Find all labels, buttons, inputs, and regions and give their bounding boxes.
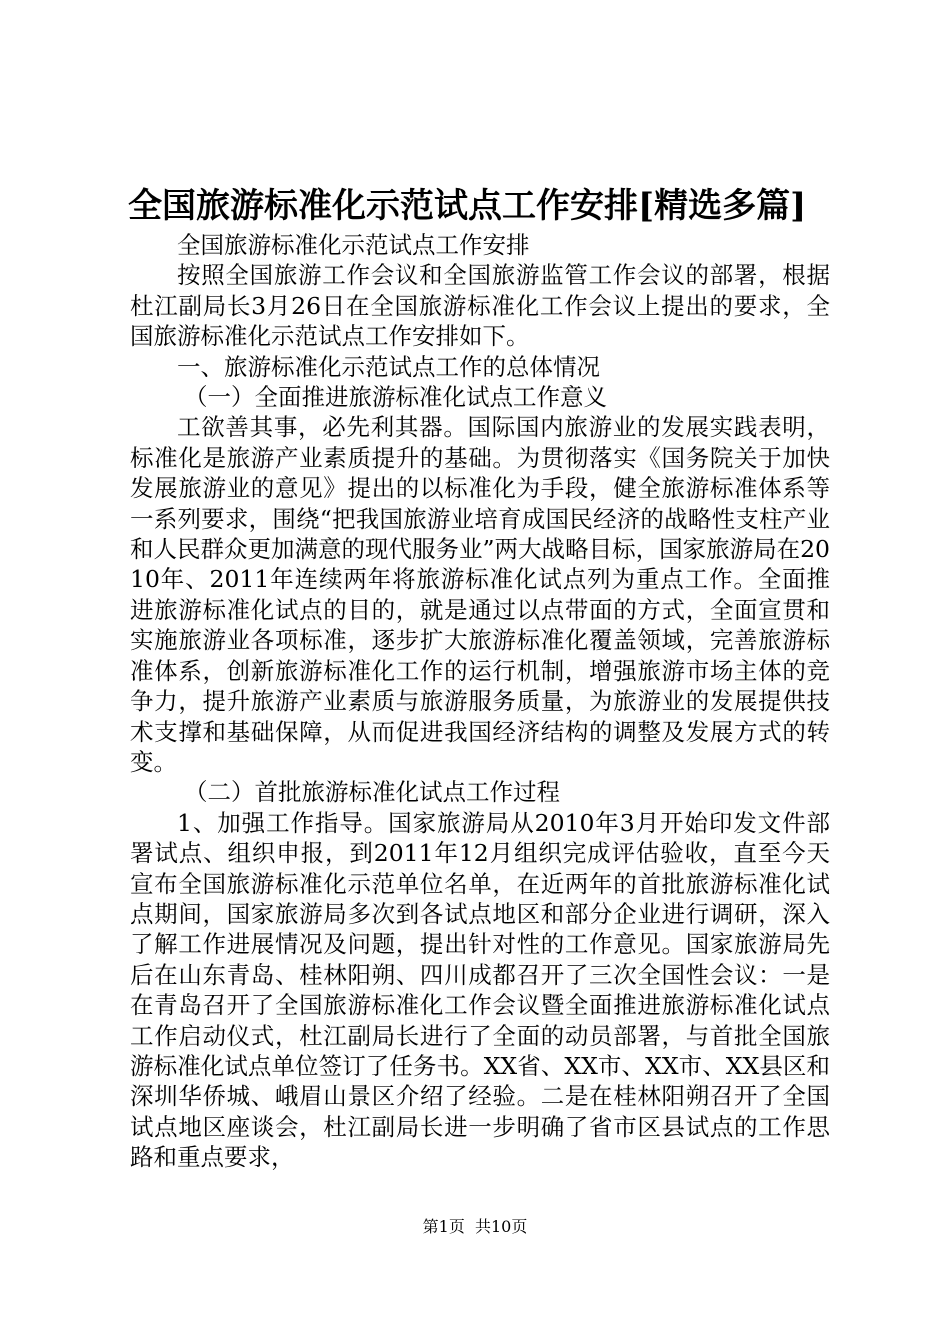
subsection-heading-2: （二）首批旅游标准化试点工作过程 [184,778,561,807]
section-heading-1: 一、旅游标准化示范试点工作的总体情况 [177,352,600,381]
paragraph-intro: 按照全国旅游工作会议和全国旅游监管工作会议的部署，根据杜江副局长3月26日在全国旅游标准化工作会议上提出的要求，全国旅游标准化示范试点工作安排如下。 [130,261,830,351]
paragraph-guidance: 1、加强工作指导。国家旅游局从2010年3月开始印发文件部署试点、组织申报，到2011年12月组织完成评估验收，直至今天宣布全国旅游标准化示范单位名单，在近两年的首批旅游标准化试点期间，国家旅游局多次到各试点地区和部分企业进行调研，深入了解工作进展情况及问题，提出针对性的工作意见。国家旅游局先后在山东青岛、桂林阳朔、四川成都召开了三次全国性会议：一是在青岛召开了全国旅游标准化工作会议暨全面推进旅游标准化试点工作启动仪式，杜江副局长进行了全面的动员部署，与首批全国旅游标准化试点单位签订了任务书。XX省、XX市、XX市、XX县区和深圳华侨城、峨眉山景区介绍了经验。二是在桂林阳朔召开了全国试点地区座谈会，杜江副局长进一步明确了省市区县试点的工作思路和重点要求， [130,808,830,1172]
paragraph-subtitle: 全国旅游标准化示范试点工作安排 [177,231,530,259]
subsection-heading-1: （一）全面推进旅游标准化试点工作意义 [184,383,608,412]
document-body [130,230,830,1173]
page-number-footer: 第1页 共10页 [422,1217,528,1236]
document-title: 全国旅游标准化示范试点工作安排[精选多篇] [128,186,807,226]
paragraph-significance: 工欲善其事，必先利其器。国际国内旅游业的发展实践表明，标准化是旅游产业素质提升的基础。为贯彻落实《国务院关于加快发展旅游业的意见》提出的以标准化为手段，健全旅游标准体系等一系列要求，围绕“把我国旅游业培育成国民经济的战略性支柱产业和人民群众更加满意的现代服务业”两大战略目标，国家旅游局在2010年、2011年连续两年将旅游标准化试点列为重点工作。全面推进旅游标准化试点的目的，就是通过以点带面的方式，全面宣贯和实施旅游业各项标准，逐步扩大旅游标准化覆盖领域，完善旅游标准体系，创新旅游标准化工作的运行机制，增强旅游市场主体的竞争力，提升旅游产业素质与旅游服务质量，为旅游业的发展提供技术支撑和基础保障，从而促进我国经济结构的调整及发展方式的转变。 [130,413,830,776]
